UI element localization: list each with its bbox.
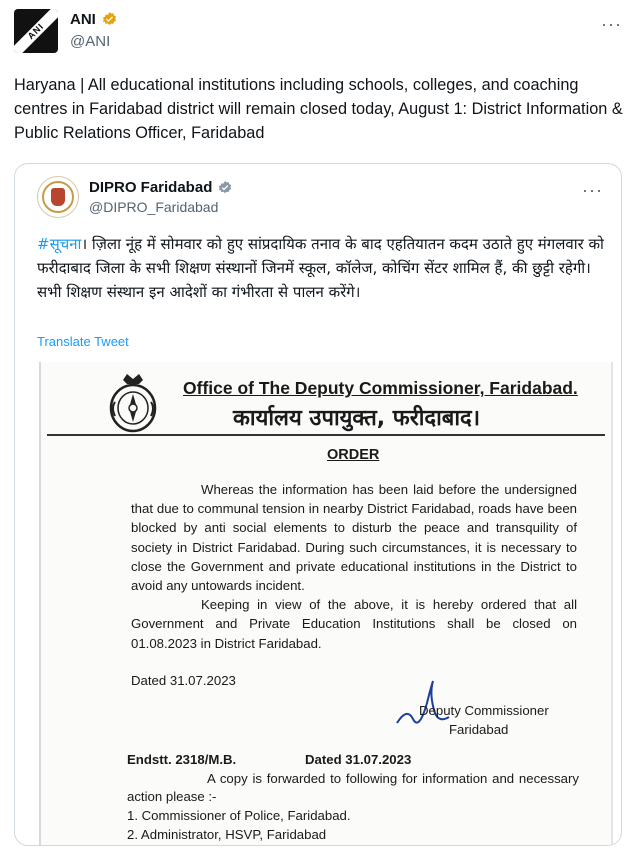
order-body: [131, 480, 577, 653]
haryana-emblem-icon: [107, 372, 159, 434]
quoted-tweet-text: [37, 232, 607, 304]
endorsement-number: Endstt. 2318/M.B.: [127, 752, 237, 767]
translate-tweet-link[interactable]: Translate Tweet: [37, 334, 129, 349]
office-heading-english: Office of The Deputy Commissioner, Faridabad.: [183, 378, 578, 398]
list-item: 1. Commissioner of Police, Faridabad.: [127, 808, 351, 823]
signatory-place: Faridabad: [449, 722, 509, 737]
order-paragraph: Keeping in view of the above, it is hereby ordered that all Government and Private Education Institutions shall be closed on 01.08.2023 in District Faridabad.: [131, 597, 577, 651]
verified-badge-icon: [101, 11, 118, 28]
quoted-tweet[interactable]: [14, 163, 622, 846]
dipro-avatar[interactable]: [37, 176, 79, 218]
quoted-handle[interactable]: @DIPRO_Faridabad: [89, 199, 219, 215]
order-date: Dated 31.07.2023: [131, 673, 236, 688]
recipient-list: [127, 806, 351, 844]
document-divider: [47, 434, 605, 436]
tweet-author: [70, 11, 118, 28]
tweet-text: Haryana | All educational institutions including schools, colleges, and coaching centres in Faridabad district will remain closed today, August 1: District Information & Public Relations Officer, Faridabad: [14, 76, 623, 142]
endorsement-date: Dated 31.07.2023: [305, 752, 412, 767]
hashtag-link[interactable]: #सूचना: [37, 235, 82, 253]
more-options-icon[interactable]: ···: [601, 14, 622, 34]
signatory-title: Deputy Commissioner: [419, 703, 549, 718]
quoted-text-body: । ज़िला नूंह में सोमवार को हुए सांप्रदायिक तनाव के बाद एहतियातन कदम उठाते हुए मंगलवार को फरीदाबाद जिला के सभी शिक्षण संस्थानों जिनमें स्कूल, कॉलेज, कोचिंग सेंटर शामिल हैं, की छुट्टी रहेगी। सभी शिक्षण संस्थान इन आदेशों का गंभीरता से पालन करेंगे।: [37, 235, 604, 301]
order-document-image[interactable]: [39, 362, 613, 846]
copy-forward-text: A copy is forwarded to following for information and necessary action please :-: [127, 771, 579, 804]
quoted-more-options-icon[interactable]: ···: [582, 180, 603, 200]
office-heading-hindi: कार्यालय उपायुक्त, फरीदाबाद।: [233, 406, 481, 431]
quoted-author: [89, 179, 233, 196]
avatar-logo-text: ANI: [25, 21, 46, 42]
verified-badge-icon: [217, 180, 233, 196]
ani-avatar[interactable]: [14, 9, 58, 53]
handle[interactable]: @ANI: [70, 33, 111, 50]
list-item: 2. Administrator, HSVP, Faridabad: [127, 827, 327, 842]
quoted-display-name[interactable]: DIPRO Faridabad: [89, 179, 213, 196]
order-title: ORDER: [327, 447, 380, 463]
display-name[interactable]: ANI: [70, 11, 96, 28]
order-paragraph: Whereas the information has been laid before the undersigned that due to communal tension in nearby District Faridabad, roads have been blocked by anti social elements to disturb the peace and transquility of society in District Faridabad. During such circumstances, it is necessary to close the Government and private educational institutions in the District to avoid any untowards incident.: [131, 482, 577, 594]
